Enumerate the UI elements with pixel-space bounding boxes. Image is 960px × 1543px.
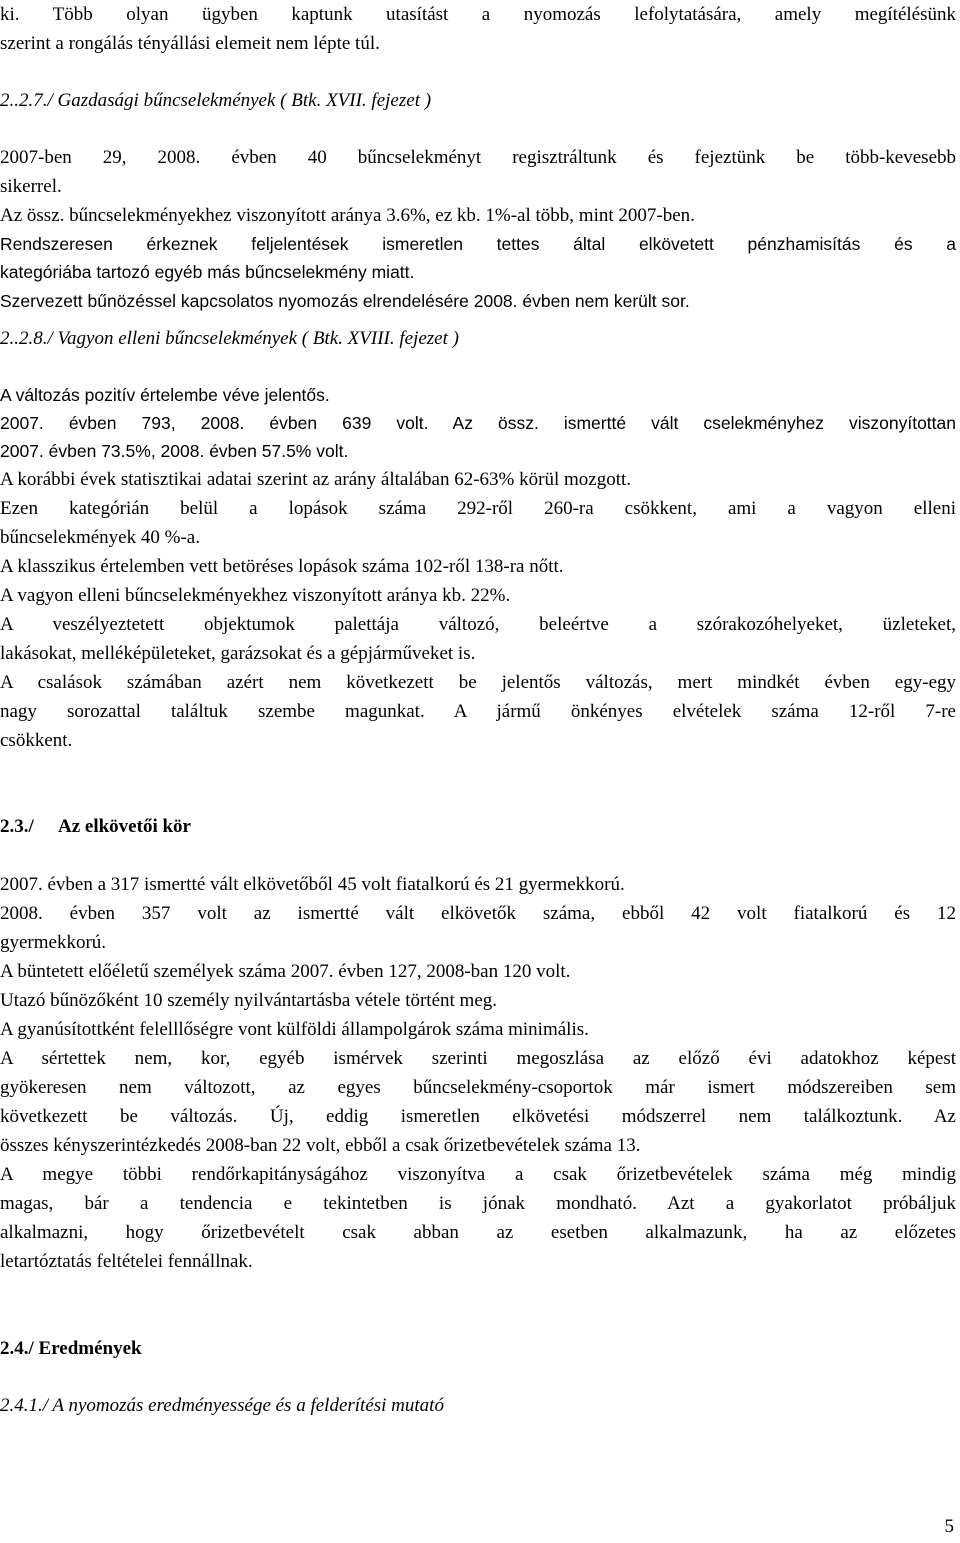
paragraph-line: gyermekkorú. [0, 932, 107, 953]
paragraph-line: következett be változás. Új, eddig ismeretlen elkövetési módszerrel nem találkoztunk. Az [0, 1106, 956, 1127]
paragraph-line: Ezen kategórián belül a lopások száma 292-ről 260-ra csökkent, ami a vagyon elleni [0, 498, 956, 519]
paragraph-line: A büntetett előéletű személyek száma 2007. évben 127, 2008-ban 120 volt. [0, 961, 571, 982]
paragraph-line: Utazó bűnözőként 10 személy nyilvántartásba vétele történt meg. [0, 990, 497, 1011]
paragraph-line: Az össz. bűncselekményekhez viszonyított aránya 3.6%, ez kb. 1%-al több, mint 2007-ben. [0, 205, 695, 226]
paragraph-line: ki. Több olyan ügyben kaptunk utasítást a nyomozás lefolytatására, amely megítélésünk [0, 4, 956, 25]
paragraph-line: alkalmazni, hogy őrizetbevételt csak abban az esetben alkalmazunk, ha az előzetes [0, 1222, 956, 1243]
paragraph-line: A csalások számában azért nem következett be jelentős változás, mert mindkét évben egy-egy [0, 672, 956, 693]
heading-number: 2.3./ [0, 816, 34, 837]
section-heading-2-2-7: 2..2.7./ Gazdasági bűncselekmények ( Btk. XVII. fejezet ) [0, 90, 432, 111]
paragraph-line: nagy sorozattal találtuk szembe magunkat. A jármű önkényes elvételek száma 12-ről 7-re [0, 701, 956, 722]
paragraph-line: csökkent. [0, 730, 73, 751]
paragraph-line: Rendszeresen érkeznek feljelentések ismeretlen tettes által elkövetett pénzhamisítás és a [0, 234, 956, 254]
paragraph-line: A klasszikus értelemben vett betöréses lopások száma 102-ről 138-ra nőtt. [0, 556, 564, 577]
paragraph-line: szerint a rongálás tényállási elemeit nem lépte túl. [0, 33, 380, 54]
section-heading-2-4: 2.4./ Eredmények [0, 1338, 142, 1359]
paragraph-line: A sértettek nem, kor, egyéb ismérvek szerinti megoszlása az előző évi adatokhoz képest [0, 1048, 956, 1069]
paragraph-line: A változás pozitív értelembe véve jelentős. [0, 385, 330, 405]
page-number: 5 [944, 1516, 954, 1537]
paragraph-line: Szervezett bűnözéssel kapcsolatos nyomozás elrendelésére 2008. évben nem került sor. [0, 291, 690, 311]
paragraph-line: A vagyon elleni bűncselekményekhez viszonyított aránya kb. 22%. [0, 585, 511, 606]
section-heading-2-2-8: 2..2.8./ Vagyon elleni bűncselekmények ( Btk. XVIII. fejezet ) [0, 328, 459, 349]
paragraph-line: 2008. évben 357 volt az ismertté vált elkövetők száma, ebből 42 volt fiatalkorú és 12 [0, 903, 956, 924]
paragraph-line: 2007. évben 793, 2008. évben 639 volt. Az össz. ismertté vált cselekményhez viszonyítottan [0, 413, 956, 433]
paragraph-line: bűncselekmények 40 %-a. [0, 527, 200, 548]
paragraph-line: letartóztatás feltételei fennállnak. [0, 1251, 253, 1272]
paragraph-line: 2007. évben a 317 ismertté vált elkövetőből 45 volt fiatalkorú és 21 gyermekkorú. [0, 874, 625, 895]
section-heading-2-4-1: 2.4.1./ A nyomozás eredményessége és a felderítési mutató [0, 1395, 444, 1416]
paragraph-line: lakásokat, melléképületeket, garázsokat és a gépjárműveket is. [0, 643, 476, 664]
paragraph-line: sikerrel. [0, 176, 62, 197]
paragraph-line: 2007-ben 29, 2008. évben 40 bűncselekményt regisztráltunk és fejeztünk be több-kevesebb [0, 147, 956, 168]
paragraph-line: A gyanúsítottként felelllőségre vont külföldi állampolgárok száma minimális. [0, 1019, 589, 1040]
paragraph-line: A megye többi rendőrkapitányságához viszonyítva a csak őrizetbevételek száma még mindig [0, 1164, 956, 1185]
paragraph-line: 2007. évben 73.5%, 2008. évben 57.5% volt. [0, 441, 349, 461]
paragraph-line: összes kényszerintézkedés 2008-ban 22 volt, ebből a csak őrizetbevételek száma 13. [0, 1135, 641, 1156]
paragraph-line: A veszélyeztetett objektumok palettája változó, beleértve a szórakozóhelyeket, üzleteket, [0, 614, 956, 635]
section-heading-2-3 [0, 812, 956, 841]
paragraph-line: kategóriába tartozó egyéb más bűncselekmény miatt. [0, 262, 415, 282]
heading-title: Az elkövetői kör [58, 816, 191, 837]
paragraph-line: A korábbi évek statisztikai adatai szerint az arány általában 62-63% körül mozgott. [0, 469, 631, 490]
paragraph-line: magas, bár a tendencia e tekintetben is jónak mondható. Azt a gyakorlatot próbáljuk [0, 1193, 956, 1214]
paragraph-line: gyökeresen nem változott, az egyes bűncselekmény-csoportok már ismert módszereiben sem [0, 1077, 956, 1098]
